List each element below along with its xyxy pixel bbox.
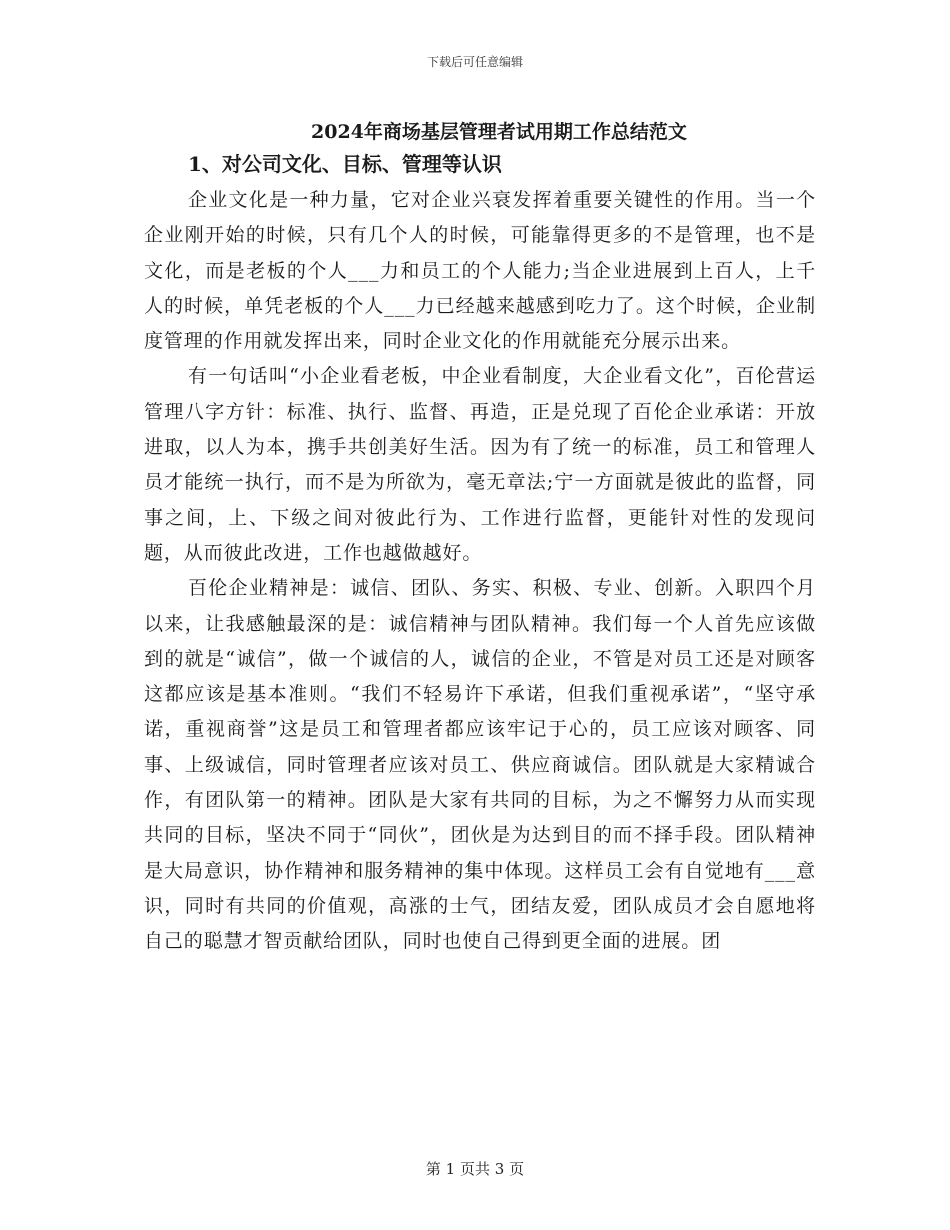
- paragraph: 百伦企业精神是：诚信、团队、务实、积极、专业、创新。入职四个月以来，让我感触最深的是：诚信精神与团队精神。我们每一个人首先应该做到的就是“诚信”，做一个诚信的人，诚信的企业，不管是对员工还是对顾客这都应该是基本准则。“我们不轻易许下承诺，但我们重视承诺”，“坚守承诺，重视商誉”这是员工和管理者都应该牢记于心的，员工应该对顾客、同事、上级诚信，同时管理者应该对员工、供应商诚信。团队就是大家精诚合作，有团队第一的精神。团队是大家有共同的目标，为之不懈努力从而实现共同的目标，坚决不同于“同伙”，团伙是为达到目的而不择手段。团队精神是大局意识，协作精神和服务精神的集中体现。这样员工会有自觉地有___意识，同时有共同的价值观，高涨的士气，团结友爱，团队成员才会自愿地将自己的聪慧才智贡献给团队，同时也使自己得到更全面的进展。团: [144, 577, 816, 953]
- paragraph: 有一句话叫“小企业看老板，中企业看制度，大企业看文化”，百伦营运管理八字方针：标准、执行、监督、再造，正是兑现了百伦企业承诺：开放进取，以人为本，携手共创美好生活。因为有了统一的标准，员工和管理人员才能统一执行，而不是为所欲为，毫无章法;宁一方面就是彼此的监督，同事之间，上、下级之间对彼此行为、工作进行监督，更能针对性的发现问题，从而彼此改进，工作也越做越好。: [144, 365, 816, 564]
- document-body: [144, 183, 816, 960]
- section-heading: 1、对公司文化、目标、管理等认识: [188, 152, 502, 176]
- paragraph: 企业文化是一种力量，它对企业兴衰发挥着重要关键性的作用。当一个企业刚开始的时候，只有几个人的时候，可能靠得更多的不是管理，也不是文化，而是老板的个人___力和员工的个人能力;当企业进展到上百人，上千人的时候，单凭老板的个人___力已经越来越感到吃力了。这个时候，企业制度管理的作用就发挥出来，同时企业文化的作用就能充分展示出来。: [144, 189, 816, 353]
- document-title: 2024年商场基层管理者试用期工作总结范文: [311, 121, 687, 143]
- page-number: 第 1 页共 3 页: [425, 1160, 525, 1178]
- page-header-note: 下载后可任意编辑: [426, 55, 523, 69]
